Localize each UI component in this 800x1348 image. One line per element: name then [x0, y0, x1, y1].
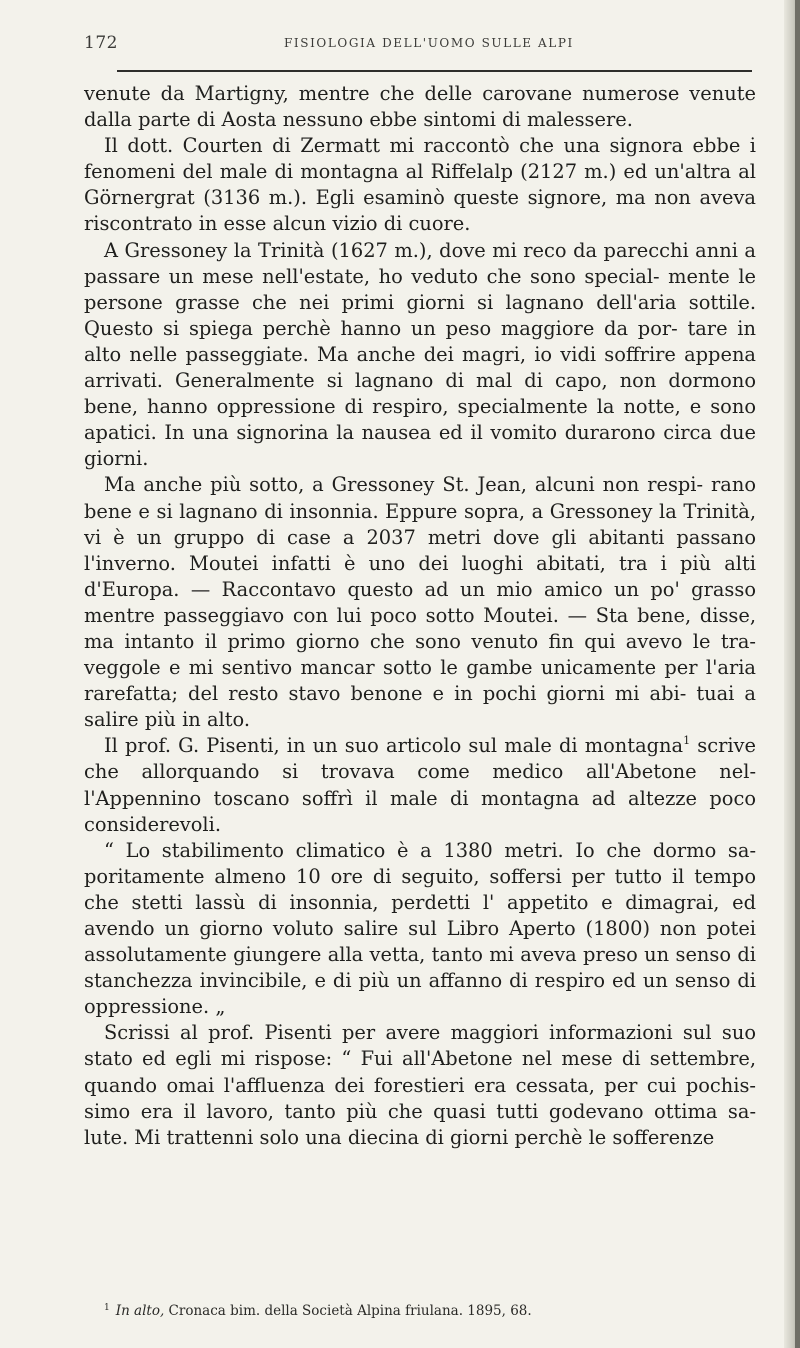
footnote-italic-title: In alto, [115, 1303, 165, 1319]
footnote-text: Cronaca bim. della Società Alpina friulana. 1895, 68. [164, 1303, 532, 1319]
page-header [84, 33, 744, 57]
page-edge-dark [795, 0, 800, 1348]
footnote-number: 1 [104, 1303, 110, 1313]
paragraph-gressoney-st-jean: Ma anche più sotto, a Gressoney St. Jean, alcuni non respi- rano bene e si lagnano di insonnia. Eppure sopra, a Gressoney la Trinità, vi è un gruppo di case a 2037 metri dove gli abitanti passano l'inverno. Moutei infatti è uno dei luoghi abitati, tra i più alti d'Europa. — Raccontavo questo ad un mio amico un po' grasso mentre passeggiavo con lui poco sotto Moutei. — Sta bene, disse, ma intanto il primo giorno che sono venuto fin qui avevo le tra- veggole e mi sentivo mancar sotto le gambe unicamente per l'aria rarefatta; del resto stavo benone e in pochi giorni mi abi- tuai a salire più in alto. [84, 473, 756, 732]
footnote [104, 1299, 724, 1320]
pisenti-text-after: scrive che allorquando si trovava come medico all'Abetone nel- l'Appennino toscano soffrì il male di montagna ad altezze poco considerevoli. [84, 734, 756, 836]
header-rule [117, 70, 752, 72]
paragraph-quotation: “ Lo stabilimento climatico è a 1380 metri. Io che dormo sa- poritamente almeno 10 ore di seguito, soffersi per tutto il tempo che stetti lassù di insonnia, perdetti l' appetito e dimagrai, ed avendo un giorno voluto salire sul Libro Aperto (1800) non potei assolutamente giungere alla vetta, tanto mi aveva preso un senso di stanchezza invincibile, e di più un affanno di respiro ed un senso di oppressione. „ [84, 838, 756, 1019]
page-number: 172 [84, 33, 118, 53]
paragraph-continuation: venute da Martigny, mentre che delle carovane numerose venute dalla parte di Aosta nessuno ebbe sintomi di malessere. [84, 82, 756, 132]
footnote-reference[interactable]: 1 [683, 734, 691, 748]
body-text [84, 81, 756, 1151]
paragraph-gressoney-trinita: A Gressoney la Trinità (1627 m.), dove mi reco da parecchi anni a passare un mese nell'estate, ho veduto che sono special- mente le persone grasse che nei primi giorni si lagnano dell'aria sottile. Questo si spiega perchè hanno un peso maggiore da por- tare in alto nelle passeggiate. Ma anche dei magri, io vidi soffrire appena arrivati. Generalmente si lagnano di mal di capo, non dormono bene, hanno oppressione di respiro, specialmente la notte, e sono apatici. In una signorina la nausea ed il vomito durarono circa due giorni. [84, 238, 756, 471]
running-title: FISIOLOGIA DELL'UOMO SULLE ALPI [284, 36, 574, 50]
paragraph-pisenti [84, 733, 756, 837]
paragraph-reply: Scrissi al prof. Pisenti per avere maggiori informazioni sul suo stato ed egli mi rispose: “ Fui all'Abetone nel mese di settembre, quando omai l'affluenza dei forestieri era cessata, per cui pochis- simo era il lavoro, tanto più che quasi tutti godevano ottima sa- lute. Mi trattenni solo una diecina di giorni perchè le sofferenze [84, 1021, 756, 1149]
pisenti-text-before: Il prof. G. Pisenti, in un suo articolo sul male di montagna [104, 734, 684, 758]
paragraph-courten: Il dott. Courten di Zermatt mi raccontò che una signora ebbe i fenomeni del male di montagna al Riffelalp (2127 m.) ed un'altra al Görnergrat (3136 m.). Egli esaminò queste signore, ma non aveva riscontrato in esse alcun vizio di cuore. [84, 134, 756, 236]
